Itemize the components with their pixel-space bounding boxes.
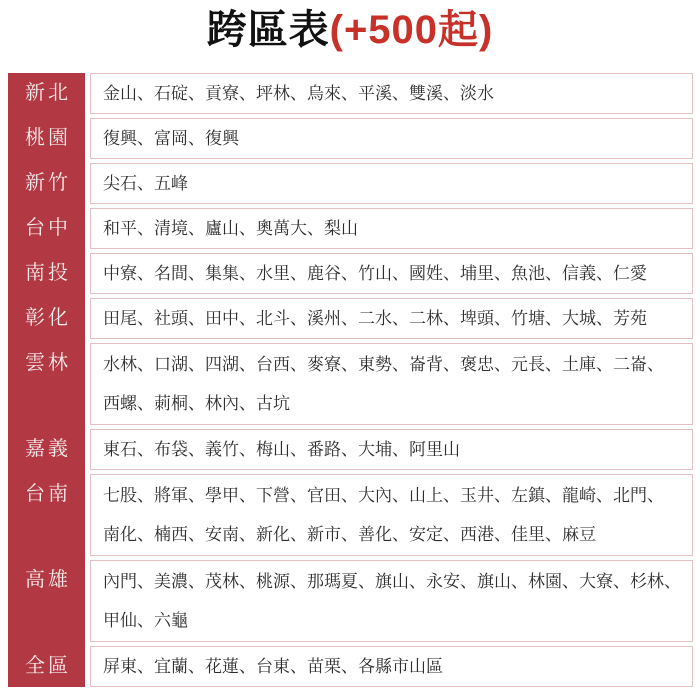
region-label: 新竹 [25, 172, 71, 194]
page-title [0, 0, 700, 55]
district-name: 魚池、 [511, 264, 562, 283]
districts-cell [90, 474, 693, 556]
district-name: 集集、 [205, 264, 256, 283]
district-name: 東勢、 [358, 355, 409, 374]
district-name: 梨山 [324, 219, 358, 238]
district-name: 坪林、 [256, 84, 307, 103]
districts-cell [90, 560, 693, 642]
district-name: 大城、 [562, 309, 613, 328]
region-label: 新北 [25, 82, 71, 104]
district-name: 復興 [205, 129, 239, 148]
district-name: 復興、 [103, 129, 154, 148]
district-name: 台東、 [256, 657, 307, 676]
district-name: 梅山、 [256, 440, 307, 459]
district-name: 埤頭、 [460, 309, 511, 328]
region-label: 嘉義 [25, 438, 71, 460]
table-row [8, 163, 693, 204]
district-name: 山上、 [409, 486, 460, 505]
district-name: 尖石、 [103, 174, 154, 193]
district-name: 旗山、 [477, 572, 528, 591]
district-name: 鹿谷、 [307, 264, 358, 283]
district-name: 那瑪夏、 [307, 572, 375, 591]
district-name: 七股、 [103, 486, 154, 505]
districts-cell [90, 343, 693, 425]
district-name: 番路、 [307, 440, 358, 459]
districts-cell [90, 118, 693, 159]
district-name: 二水、 [358, 309, 409, 328]
district-name: 西港、 [460, 525, 511, 544]
district-name: 平溪、 [358, 84, 409, 103]
district-name: 桃源、 [256, 572, 307, 591]
district-name: 甲仙、 [103, 611, 154, 630]
district-name: 安南、 [205, 525, 256, 544]
district-name: 麻豆 [562, 525, 596, 544]
region-label: 南投 [25, 262, 71, 284]
district-name: 國姓、 [409, 264, 460, 283]
region-label: 台中 [25, 217, 71, 239]
district-name: 苗栗、 [307, 657, 358, 676]
district-name: 竹塘、 [511, 309, 562, 328]
district-name: 永安、 [426, 572, 477, 591]
district-name: 將軍、 [154, 486, 205, 505]
district-name: 大內、 [358, 486, 409, 505]
district-name: 貢寮、 [205, 84, 256, 103]
district-name: 口湖、 [154, 355, 205, 374]
region-label: 台南 [25, 483, 71, 505]
district-name: 西螺、 [103, 394, 154, 413]
district-name: 各縣市山區 [358, 657, 443, 676]
title-highlight: (+500起) [329, 8, 494, 52]
district-name: 中寮、 [103, 264, 154, 283]
district-name: 莿桐、 [154, 394, 205, 413]
district-name: 北斗、 [256, 309, 307, 328]
districts-cell [90, 646, 693, 687]
district-name: 仁愛 [613, 264, 647, 283]
districts-cell [90, 429, 693, 470]
district-name: 新市、 [307, 525, 358, 544]
district-name: 下營、 [256, 486, 307, 505]
district-name: 奧萬大、 [256, 219, 324, 238]
table-row [8, 208, 693, 249]
table-row [8, 474, 693, 556]
district-name: 富岡、 [154, 129, 205, 148]
district-name: 二崙、 [613, 355, 664, 374]
district-name: 五峰 [154, 174, 188, 193]
district-name: 阿里山 [409, 440, 460, 459]
region-label: 雲林 [25, 352, 71, 374]
district-name: 佳里、 [511, 525, 562, 544]
title-main: 跨區表 [206, 8, 330, 52]
district-name: 東石、 [103, 440, 154, 459]
district-name: 名間、 [154, 264, 205, 283]
district-name: 田尾、 [103, 309, 154, 328]
district-name: 玉井、 [460, 486, 511, 505]
district-name: 內門、 [103, 572, 154, 591]
district-name: 台西、 [256, 355, 307, 374]
district-name: 田中、 [205, 309, 256, 328]
district-name: 土庫、 [562, 355, 613, 374]
district-name: 石碇、 [154, 84, 205, 103]
district-name: 崙背、 [409, 355, 460, 374]
district-name: 楠西、 [154, 525, 205, 544]
table-row [8, 298, 693, 339]
districts-cell [90, 163, 693, 204]
district-name: 官田、 [307, 486, 358, 505]
districts-cell [90, 253, 693, 294]
district-name: 茂林、 [205, 572, 256, 591]
table-row [8, 73, 693, 114]
district-name: 北門、 [613, 486, 664, 505]
district-name: 杉林、 [630, 572, 681, 591]
district-name: 南化、 [103, 525, 154, 544]
district-name: 學甲、 [205, 486, 256, 505]
district-name: 和平、 [103, 219, 154, 238]
table-rows [8, 73, 693, 687]
district-name: 安定、 [409, 525, 460, 544]
table-row [8, 118, 693, 159]
districts-cell [90, 208, 693, 249]
district-name: 信義、 [562, 264, 613, 283]
table-row [8, 429, 693, 470]
table-row [8, 560, 693, 642]
district-name: 林內、 [205, 394, 256, 413]
district-name: 旗山、 [375, 572, 426, 591]
table-row [8, 343, 693, 425]
district-name: 金山、 [103, 84, 154, 103]
region-label: 高雄 [25, 569, 71, 591]
district-name: 新化、 [256, 525, 307, 544]
district-name: 美濃、 [154, 572, 205, 591]
zone-table [8, 73, 693, 687]
district-name: 屏東、 [103, 657, 154, 676]
district-name: 芳苑 [613, 309, 647, 328]
district-name: 溪州、 [307, 309, 358, 328]
district-name: 麥寮、 [307, 355, 358, 374]
district-name: 善化、 [358, 525, 409, 544]
district-name: 花蓮、 [205, 657, 256, 676]
district-name: 埔里、 [460, 264, 511, 283]
district-name: 布袋、 [154, 440, 205, 459]
district-name: 淡水 [460, 84, 494, 103]
district-name: 清境、 [154, 219, 205, 238]
district-name: 大埔、 [358, 440, 409, 459]
district-name: 二林、 [409, 309, 460, 328]
district-name: 水林、 [103, 355, 154, 374]
district-name: 龍崎、 [562, 486, 613, 505]
district-name: 古坑 [256, 394, 290, 413]
district-name: 大寮、 [579, 572, 630, 591]
district-name: 左鎮、 [511, 486, 562, 505]
table-row [8, 253, 693, 294]
table-row [8, 646, 693, 687]
region-label: 桃園 [25, 127, 71, 149]
districts-cell [90, 73, 693, 114]
district-name: 元長、 [511, 355, 562, 374]
district-name: 竹山、 [358, 264, 409, 283]
district-name: 四湖、 [205, 355, 256, 374]
district-name: 褒忠、 [460, 355, 511, 374]
district-name: 廬山、 [205, 219, 256, 238]
district-name: 水里、 [256, 264, 307, 283]
district-name: 雙溪、 [409, 84, 460, 103]
district-name: 林園、 [528, 572, 579, 591]
district-name: 社頭、 [154, 309, 205, 328]
districts-cell [90, 298, 693, 339]
region-label: 全區 [25, 655, 71, 677]
district-name: 烏來、 [307, 84, 358, 103]
district-name: 六龜 [154, 611, 188, 630]
district-name: 宜蘭、 [154, 657, 205, 676]
region-label: 彰化 [25, 307, 71, 329]
district-name: 義竹、 [205, 440, 256, 459]
